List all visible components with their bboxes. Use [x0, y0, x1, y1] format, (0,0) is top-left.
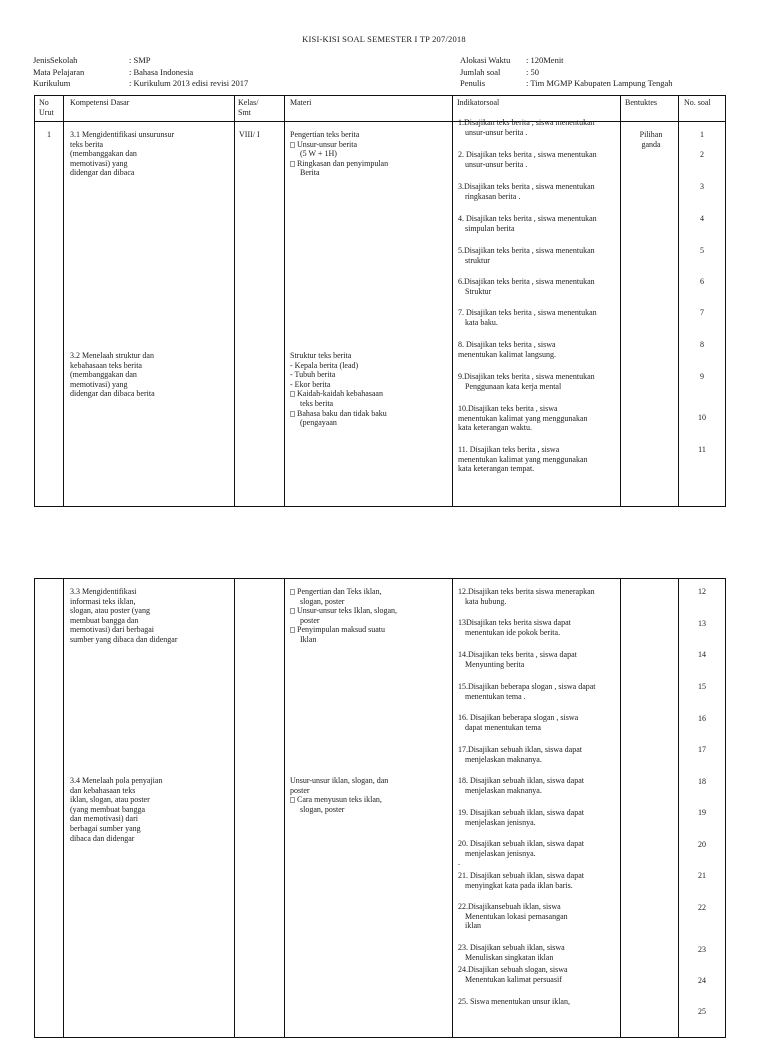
question-number: 8	[700, 340, 704, 349]
indicator-text: 25. Siswa menentukan unsur iklan,	[458, 997, 570, 1006]
question-number: 22	[698, 903, 706, 912]
indicator-item	[458, 682, 596, 701]
info-row	[33, 55, 248, 67]
kd-line: 3.2 Menelaah struktur dan	[70, 351, 154, 360]
indicator-text: 18. Disajikan sebuah iklan, siswa dapat	[458, 776, 584, 785]
materi-line: Struktur teks berita	[290, 351, 352, 360]
checkbox-icon	[290, 627, 295, 633]
kd-line: slogan, atau poster (yang	[70, 606, 150, 616]
header-divider	[35, 121, 725, 122]
indicator-item	[458, 404, 588, 433]
indicator-text: 7. Disajikan teks berita , siswa menentukan	[458, 308, 597, 317]
materi-line: Penyimpulan maksud suatu	[297, 625, 385, 635]
materi-line: slogan, poster	[300, 804, 345, 814]
checkbox-icon	[290, 411, 295, 417]
question-number: 10	[698, 413, 706, 422]
info-key: JenisSekolah	[33, 55, 78, 65]
column-divider	[620, 96, 621, 506]
kompetensi-dasar-3-2	[70, 351, 155, 399]
info-key: Kurikulum	[33, 78, 71, 88]
kd-line: informasi teks iklan,	[70, 596, 136, 606]
question-number: 23	[698, 945, 706, 954]
materi-iklan-slogan-poster	[290, 587, 397, 645]
header-bentuk-tes: Bentuktes	[625, 98, 657, 107]
checkbox-icon	[290, 589, 295, 595]
column-divider	[63, 579, 64, 1037]
header-kelas-line: Smt	[238, 107, 251, 117]
indicator-item	[458, 965, 568, 984]
indicator-item	[458, 871, 584, 890]
checkbox-icon	[290, 142, 295, 148]
kd-line: 3.4 Menelaah pola penyajian	[70, 776, 163, 785]
column-divider	[452, 96, 453, 506]
question-number: 6	[700, 277, 704, 286]
kompetensi-dasar-3-4	[70, 776, 162, 843]
header-kelas	[238, 98, 258, 117]
checkbox-icon	[290, 161, 295, 167]
document-title: KISI-KISI SOAL SEMESTER I TP 207/2018	[302, 34, 466, 44]
indicator-text: Menuliskan singkatan iklan	[465, 952, 554, 962]
info-key: Penulis	[460, 78, 486, 88]
indicator-text: 2. Disajikan teks berita , siswa menentukan	[458, 150, 597, 159]
column-divider	[284, 96, 285, 506]
header-no-soal: No. soal	[684, 98, 711, 107]
indicator-text: 1.Disajikan teks berita , siswa menentukan	[458, 118, 595, 127]
kd-line: (membanggakan dan	[70, 149, 137, 159]
indicator-text: 5.Disajikan teks berita , siswa menentukan	[458, 246, 595, 255]
indicator-text: simpulan berita	[465, 223, 515, 233]
question-number: 1	[700, 130, 704, 139]
indicator-item	[458, 587, 595, 606]
indicator-text: 16. Disajikan beberapa slogan , siswa	[458, 713, 579, 722]
materi-line: - Kepala berita (lead)	[290, 360, 359, 370]
column-divider	[452, 579, 453, 1037]
materi-unsur-iklan	[290, 776, 388, 814]
indicator-item	[458, 902, 568, 931]
column-divider	[234, 579, 235, 1037]
indicator-text: unsur-unsur berita .	[465, 159, 528, 169]
materi-line: Unsur-unsur berita	[297, 139, 358, 149]
kd-line: 3.1 Mengidentifikasi unsurunsur	[70, 130, 175, 139]
materi-line: - Tubuh berita	[290, 370, 336, 380]
info-value: : 120Menit	[526, 55, 564, 65]
question-number: 7	[700, 308, 704, 317]
indicator-item	[458, 445, 588, 474]
indicator-item	[458, 246, 595, 265]
indicator-text: menjelaskan jenisnya.	[465, 848, 536, 858]
checkbox-icon	[290, 608, 295, 614]
indicator-text: menjelaskan jenisnya.	[465, 817, 536, 827]
kd-line: teks berita	[70, 139, 104, 149]
info-value: : Bahasa Indonesia	[129, 66, 194, 77]
materi-line: slogan, poster	[300, 596, 345, 606]
question-number: 21	[698, 871, 706, 880]
indicator-item	[458, 839, 584, 868]
indicator-item	[458, 182, 595, 201]
materi-line: Berita	[300, 168, 320, 178]
kd-line: memotivasi) yang	[70, 379, 128, 389]
kd-line: didengar dan dibaca	[70, 168, 135, 178]
kd-line: (yang membuat bangga	[70, 804, 146, 814]
materi-line: poster	[290, 785, 310, 795]
info-key: Jumlah soal	[460, 66, 501, 77]
info-value: : 50	[526, 66, 539, 77]
indicator-text: 19. Disajikan sebuah iklan, siswa dapat	[458, 808, 584, 817]
info-row	[33, 78, 248, 90]
kd-line: dibaca dan didengar	[70, 833, 135, 843]
kd-line: 3.3 Mengidentifikasi	[70, 587, 137, 596]
kd-line: sumber yang dibaca dan didengar	[70, 634, 178, 644]
grid-table-page-1	[34, 95, 726, 507]
indicator-text: 11. Disajikan teks berita , siswa	[458, 445, 560, 454]
bentuk-tes	[626, 130, 676, 149]
materi-line: Unsur-unsur teks Iklan, slogan,	[297, 606, 398, 616]
kd-line: dan kebahasaan teks	[70, 785, 136, 795]
indicator-text: 13Disajikan teks berita siswa dapat	[458, 618, 571, 627]
indicator-text: 8. Disajikan teks berita , siswa	[458, 340, 556, 349]
indicator-text: 9.Disajikan teks berita , siswa menentukan	[458, 372, 595, 381]
materi-line: Kaidah-kaidah kebahasaan	[297, 389, 383, 399]
header-no	[39, 98, 54, 117]
indicator-text: 10.Disajikan teks berita , siswa	[458, 404, 558, 413]
info-key: Alokasi Waktu	[460, 55, 511, 65]
info-row	[460, 67, 673, 79]
indicator-text: Struktur	[465, 286, 492, 296]
exam-info	[460, 55, 673, 90]
column-divider	[234, 96, 235, 506]
indicator-text: menjelaskan maknanya.	[465, 754, 542, 764]
materi-line: Cara menyusun teks iklan,	[297, 795, 382, 805]
question-number: 5	[700, 246, 704, 255]
bentuk-line: Pilihan	[639, 130, 663, 139]
materi-line: poster	[300, 615, 320, 625]
header-no-line: Urut	[39, 107, 54, 117]
indicator-text: kata keterangan waktu.	[458, 423, 532, 433]
materi-line: Unsur-unsur iklan, slogan, dan	[290, 776, 389, 785]
materi-line: Pengertian dan Teks iklan,	[297, 587, 382, 596]
indicator-text: struktur	[465, 255, 490, 265]
indicator-item	[458, 340, 556, 359]
header-materi: Materi	[290, 98, 312, 107]
question-number: 11	[698, 445, 706, 454]
indicator-text: 6.Disajikan teks berita , siswa menentukan	[458, 277, 595, 286]
question-number: 24	[698, 976, 706, 985]
header-kompetensi-dasar: Kompetensi Dasar	[70, 98, 130, 107]
bentuk-line: ganda	[641, 139, 661, 149]
kelas-semester: VIII/ I	[239, 130, 260, 139]
checkbox-icon	[290, 391, 295, 397]
indicator-item	[458, 118, 595, 137]
column-divider	[620, 579, 621, 1037]
indicator-text: dapat menentukan tema	[465, 722, 541, 732]
indicator-item	[458, 277, 595, 296]
indicator-text: 23. Disajikan sebuah iklan, siswa	[458, 943, 565, 952]
question-number: 19	[698, 808, 706, 817]
info-value: : Tim MGMP Kabupaten Lampung Tengah	[526, 78, 673, 88]
kd-line: membuat bangga dan	[70, 615, 139, 625]
question-number: 25	[698, 1007, 706, 1016]
indicator-text: kata hubung.	[465, 596, 507, 606]
question-number: 18	[698, 777, 706, 786]
indicator-text: Penggunaan kata kerja mental	[465, 381, 562, 391]
materi-teks-berita	[290, 130, 388, 178]
indicator-text: 4. Disajikan teks berita , siswa menentukan	[458, 214, 597, 223]
indicator-text: ringkasan berita .	[465, 191, 521, 201]
indicator-text: 17.Disajikan sebuah iklan, siswa dapat	[458, 745, 582, 754]
indicator-text: menentukan kalimat yang menggunakan	[458, 454, 588, 464]
row-number: 1	[47, 130, 51, 139]
indicator-text: Menyunting berita	[465, 659, 525, 669]
indicator-text: menentukan kalimat yang menggunakan	[458, 413, 588, 423]
indicator-text: 21. Disajikan sebuah iklan, siswa dapat	[458, 871, 584, 880]
question-number: 13	[698, 619, 706, 628]
kd-line: kebahasaan teks berita	[70, 360, 142, 370]
indicator-text: kata keterangan tempat.	[458, 464, 535, 474]
checkbox-icon	[290, 797, 295, 803]
question-number: 14	[698, 650, 706, 659]
indicator-item	[458, 713, 578, 732]
header-indikator: Indikatorsoal	[457, 98, 500, 107]
header-kelas-line: Kelas/	[238, 98, 259, 107]
info-key: Mata Pelajaran	[33, 66, 85, 77]
indicator-text: menentukan tema .	[465, 691, 526, 701]
column-divider	[284, 579, 285, 1037]
question-number: 17	[698, 745, 706, 754]
indicator-text: 3.Disajikan teks berita , siswa menentukan	[458, 182, 595, 191]
materi-line: Ringkasan dan penyimpulan	[297, 158, 389, 168]
indicator-text: kata baku.	[465, 317, 498, 327]
question-number: 15	[698, 682, 706, 691]
materi-struktur-berita	[290, 351, 387, 428]
indicator-text: Menentukan lokasi pemasangan	[465, 911, 568, 921]
indicator-item	[458, 745, 582, 764]
info-row	[460, 78, 673, 90]
school-info	[33, 55, 248, 90]
indicator-text: menjelaskan maknanya.	[465, 785, 542, 795]
materi-line: teks berita	[300, 398, 334, 408]
kd-line: berbagai sumber yang	[70, 823, 141, 833]
indicator-item	[458, 214, 597, 233]
indicator-text: menyingkat kata pada iklan baris.	[465, 880, 573, 890]
materi-line: Pengertian teks berita	[290, 130, 360, 139]
indicator-text: 24.Disajikan sebuah slogan, siswa	[458, 965, 568, 974]
indicator-text: Menentukan kalimat persuasif	[465, 974, 562, 984]
info-value: : SMP	[129, 55, 151, 65]
question-number: 3	[700, 182, 704, 191]
question-number: 12	[698, 587, 706, 596]
materi-line: Bahasa baku dan tidak baku	[297, 408, 387, 418]
indicator-item	[458, 808, 584, 827]
question-number: 9	[700, 372, 704, 381]
question-number: 4	[700, 214, 704, 223]
info-value: : Kurikulum 2013 edisi revisi 2017	[129, 78, 249, 88]
question-number: 16	[698, 714, 706, 723]
kompetensi-dasar-3-1	[70, 130, 174, 178]
indicator-text: .	[458, 858, 460, 868]
indicator-item	[458, 308, 597, 327]
indicator-item	[458, 650, 577, 669]
kd-line: didengar dan dibaca berita	[70, 389, 155, 399]
kd-line: memotivasi) dari berbagai	[70, 625, 154, 635]
indicator-item	[458, 997, 570, 1007]
indicator-text: 20. Disajikan sebuah iklan, siswa dapat	[458, 839, 584, 848]
indicator-text: 12.Disajikan teks berita siswa menerapkan	[458, 587, 595, 596]
indicator-text: menentukan ide pokok berita.	[465, 627, 561, 637]
indicator-item	[458, 150, 597, 169]
indicator-text: 14.Disajikan teks berita , siswa dapat	[458, 650, 577, 659]
question-number: 2	[700, 150, 704, 159]
materi-line: - Ekor berita	[290, 379, 331, 389]
question-number: 20	[698, 840, 706, 849]
indicator-text: unsur-unsur berita .	[465, 127, 528, 137]
kd-line: memotivasi) yang	[70, 158, 128, 168]
kd-line: iklan, slogan, atau poster	[70, 795, 150, 805]
indicator-item	[458, 943, 565, 962]
indicator-text: 22.Disajikansebuah iklan, siswa	[458, 902, 561, 911]
column-divider	[63, 96, 64, 506]
kd-line: (membanggakan dan	[70, 370, 137, 380]
grid-table-page-2	[34, 578, 726, 1038]
info-row	[33, 67, 248, 79]
materi-line: (pengayaan	[300, 418, 337, 428]
indicator-item	[458, 776, 584, 795]
materi-line: Iklan	[300, 634, 317, 644]
indicator-text: menentukan kalimat langsung.	[458, 349, 556, 359]
indicator-item	[458, 618, 571, 637]
indicator-item	[458, 372, 595, 391]
indicator-text: iklan	[465, 921, 481, 931]
kompetensi-dasar-3-3	[70, 587, 178, 645]
kd-line: dan memotivasi) dari	[70, 814, 138, 824]
header-no-line: No	[39, 98, 49, 107]
materi-line: (5 W + 1H)	[300, 149, 337, 159]
info-row	[460, 55, 673, 67]
indicator-text: 15.Disajikan beberapa slogan , siswa dapat	[458, 682, 596, 691]
